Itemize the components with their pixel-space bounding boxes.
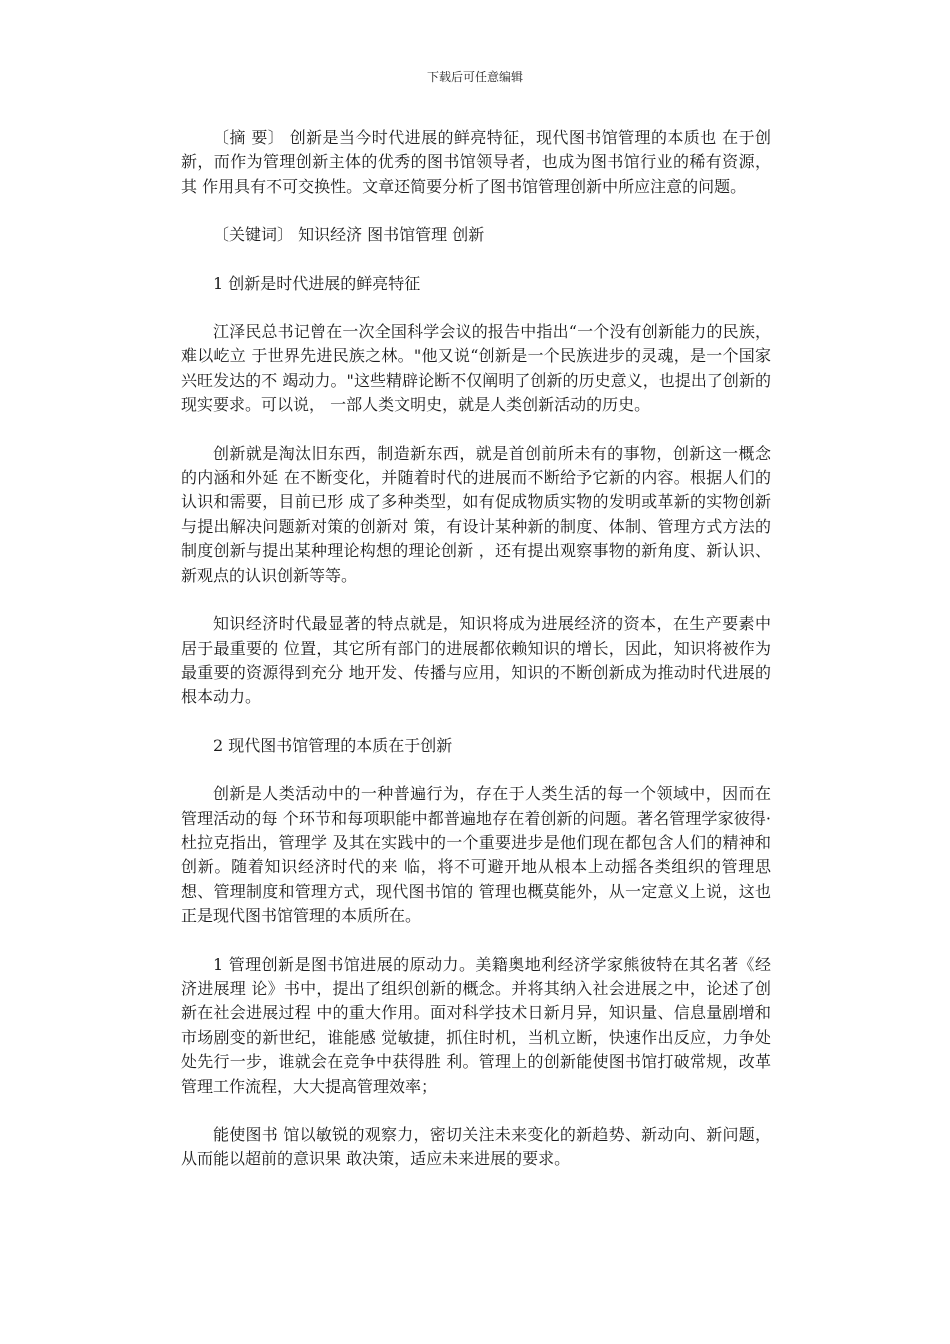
keywords-paragraph: 〔关键词〕 知识经济 图书馆管理 创新 [213, 225, 485, 245]
page-header: 下载后可任意编辑 [426, 70, 523, 84]
document-body [181, 126, 771, 1196]
section-1-paragraph-2: 创新就是淘汰旧东西，制造新东西，就是首创前所未有的事物，创新这一概念的内涵和外延 在不断变化，并随着时代的进展而不断给予它新的内容。根据人们的认识和需要，目前已形 成了多种类型，如有促成物质实物的发明或革新的实物创新与提出解决问题新对策的创新对 策，有设计某种新的制度、体制、管理方式方法的制度创新与提出某种理论构想的理论创新 ，还有提出观察事物的新角度、新认识、新观点的认识创新等等。 [181, 443, 771, 585]
section-1-paragraph-3: 知识经济时代最显著的特点就是，知识将成为进展经济的资本，在生产要素中居于最重要的 位置，其它所有部门的进展都依赖知识的增长，因此，知识将被作为最重要的资源得到充分 地开发、传播与应用，知识的不断创新成为推动时代进展的根本动力。 [181, 614, 771, 707]
section-1-paragraph-1: 江泽民总书记曾在一次全国科学会议的报告中指出“一个没有创新能力的民族，难以屹立 于世界先进民族之林。"他又说“创新是一个民族进步的灵魂，是一个国家兴旺发达的不 竭动力。"这些精辟论断不仅阐明了创新的历史意义，也提出了创新的现实要求。可以说， 一部人类文明史，就是人类创新活动的历史。 [181, 322, 771, 415]
section-2-heading: 2 现代图书馆管理的本质在于创新 [213, 735, 453, 755]
section-2-paragraph-1: 创新是人类活动中的一种普遍行为，存在于人类生活的每一个领域中，因而在管理活动的每 个环节和每项职能中都普遍地存在着创新的问题。著名管理学家彼得·杜拉克指出，管理学 及其在实践中的一个重要进步是他们现在都包含人们的精神和创新。随着知识经济时代的来 临，将不可避开地从根本上动摇各类组织的管理思想、管理制度和管理方式，现代图书馆的 管理也概莫能外，从一定意义上说，这也正是现代图书馆管理的本质所在。 [181, 784, 771, 926]
abstract-paragraph: 〔摘 要〕 创新是当今时代进展的鲜亮特征，现代图书馆管理的本质也 在于创新，而作为管理创新主体的优秀的图书馆领导者，也成为图书馆行业的稀有资源，其 作用具有不可交换性。文章还简要分析了图书馆管理创新中所应注意的问题。 [181, 128, 771, 196]
section-1-heading: 1 创新是时代进展的鲜亮特征 [213, 273, 421, 293]
section-2-paragraph-3: 能使图书 馆以敏锐的观察力，密切关注未来变化的新趋势、新动向、新问题，从而能以超前的意识果 敢决策，适应未来进展的要求。 [181, 1125, 771, 1169]
section-2-paragraph-2: 1 管理创新是图书馆进展的原动力。美籍奥地利经济学家熊彼特在其名著《经济进展理 论》书中，提出了组织创新的概念。并将其纳入社会进展之中，论述了创新在社会进展过程 中的重大作用。面对科学技术日新月异，知识量、信息量剧增和市场剧变的新世纪，谁能感 觉敏捷，抓住时机，当机立断，快速作出反应，力争处处先行一步，谁就会在竞争中获得胜 利。管理上的创新能使图书馆打破常规，改革管理工作流程，大大提高管理效率； [181, 954, 771, 1096]
